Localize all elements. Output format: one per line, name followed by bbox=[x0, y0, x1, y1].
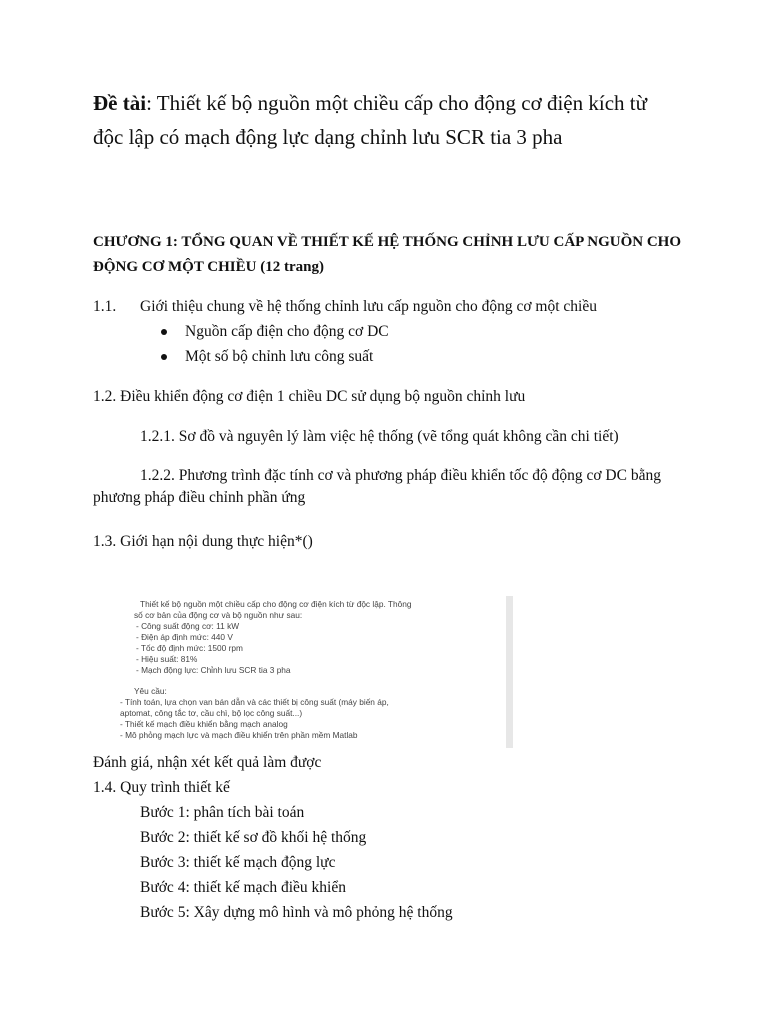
step-item: Bước 4: thiết kế mạch điều khiển bbox=[140, 879, 346, 896]
section-1-2-text: 1.2. Điều khiển động cơ điện 1 chiều DC sử dụng bộ nguồn chỉnh lưu bbox=[93, 388, 526, 405]
figure-line: - Công suất động cơ: 11 kW bbox=[136, 621, 240, 631]
requirements-figure bbox=[118, 596, 513, 748]
title-label: Đề tài bbox=[93, 91, 147, 115]
figure-line: - Mô phỏng mạch lực và mạch điều khiển trên phần mềm Matlab bbox=[120, 730, 358, 740]
section-1-3-text: 1.3. Giới hạn nội dung thực hiện*() bbox=[93, 533, 313, 550]
evaluation-text: Đánh giá, nhận xét kết quả làm được bbox=[93, 754, 322, 771]
bullet-dot-icon bbox=[161, 354, 167, 360]
step-item: Bước 5: Xây dựng mô hình và mô phỏng hệ thống bbox=[140, 904, 453, 921]
figure-line: Thiết kế bộ nguồn một chiều cấp cho động cơ điện kích từ độc lập. Thông bbox=[140, 599, 412, 609]
bullet-item bbox=[161, 346, 373, 368]
figure-line: - Thiết kế mạch điều khiển bằng mạch analog bbox=[120, 719, 288, 729]
figure-line: - Hiệu suất: 81% bbox=[136, 654, 198, 664]
figure-line: - Tính toán, lựa chọn van bán dẫn và các thiết bị công suất (máy biến áp, bbox=[120, 697, 389, 707]
section-1-2-1-text: 1.2.1. Sơ đồ và nguyên lý làm việc hệ thống (vẽ tổng quát không cần chi tiết) bbox=[140, 428, 619, 445]
document-title bbox=[93, 86, 673, 154]
section-1-4-text: 1.4. Quy trình thiết kế bbox=[93, 779, 230, 796]
step-item: Bước 3: thiết kế mạch động lực bbox=[140, 854, 336, 871]
section-1-1-text: Giới thiệu chung về hệ thống chỉnh lưu cấp nguồn cho động cơ một chiều bbox=[140, 298, 597, 315]
bullet-text: Nguồn cấp điện cho động cơ DC bbox=[185, 323, 389, 340]
section-1-1-number: 1.1. bbox=[93, 298, 117, 315]
figure-line: Yêu cầu: bbox=[134, 686, 167, 696]
chapter-heading: CHƯƠNG 1: TỔNG QUAN VỀ THIẾT KẾ HỆ THỐNG CHỈNH LƯU CẤP NGUỒN CHO ĐỘNG CƠ MỘT CHIỀU (12 trang) bbox=[93, 234, 681, 275]
figure-line: - Tốc độ định mức: 1500 rpm bbox=[136, 643, 243, 653]
bullet-item bbox=[161, 321, 389, 343]
figure-line: - Mạch động lực: Chỉnh lưu SCR tia 3 pha bbox=[136, 665, 291, 675]
section-1-2-2-text: 1.2.2. Phương trình đặc tính cơ và phương pháp điều khiển tốc độ động cơ DC bằng phương pháp điều chỉnh phần ứng bbox=[93, 467, 661, 506]
title-text: : Thiết kế bộ nguồn một chiều cấp cho động cơ điện kích từ độc lập có mạch động lực dạng chỉnh lưu SCR tia 3 pha bbox=[93, 91, 647, 149]
figure-line: - Điện áp định mức: 440 V bbox=[136, 632, 233, 642]
figure-line: số cơ bản của động cơ và bộ nguồn như sau: bbox=[134, 610, 303, 620]
step-item: Bước 1: phân tích bài toán bbox=[140, 804, 305, 821]
bullet-dot-icon bbox=[161, 329, 167, 335]
figure-line: aptomat, công tắc tơ, cầu chì, bộ lọc công suất...) bbox=[120, 708, 303, 718]
bullet-text: Một số bộ chỉnh lưu công suất bbox=[185, 348, 374, 365]
step-item: Bước 2: thiết kế sơ đồ khối hệ thống bbox=[140, 829, 367, 846]
